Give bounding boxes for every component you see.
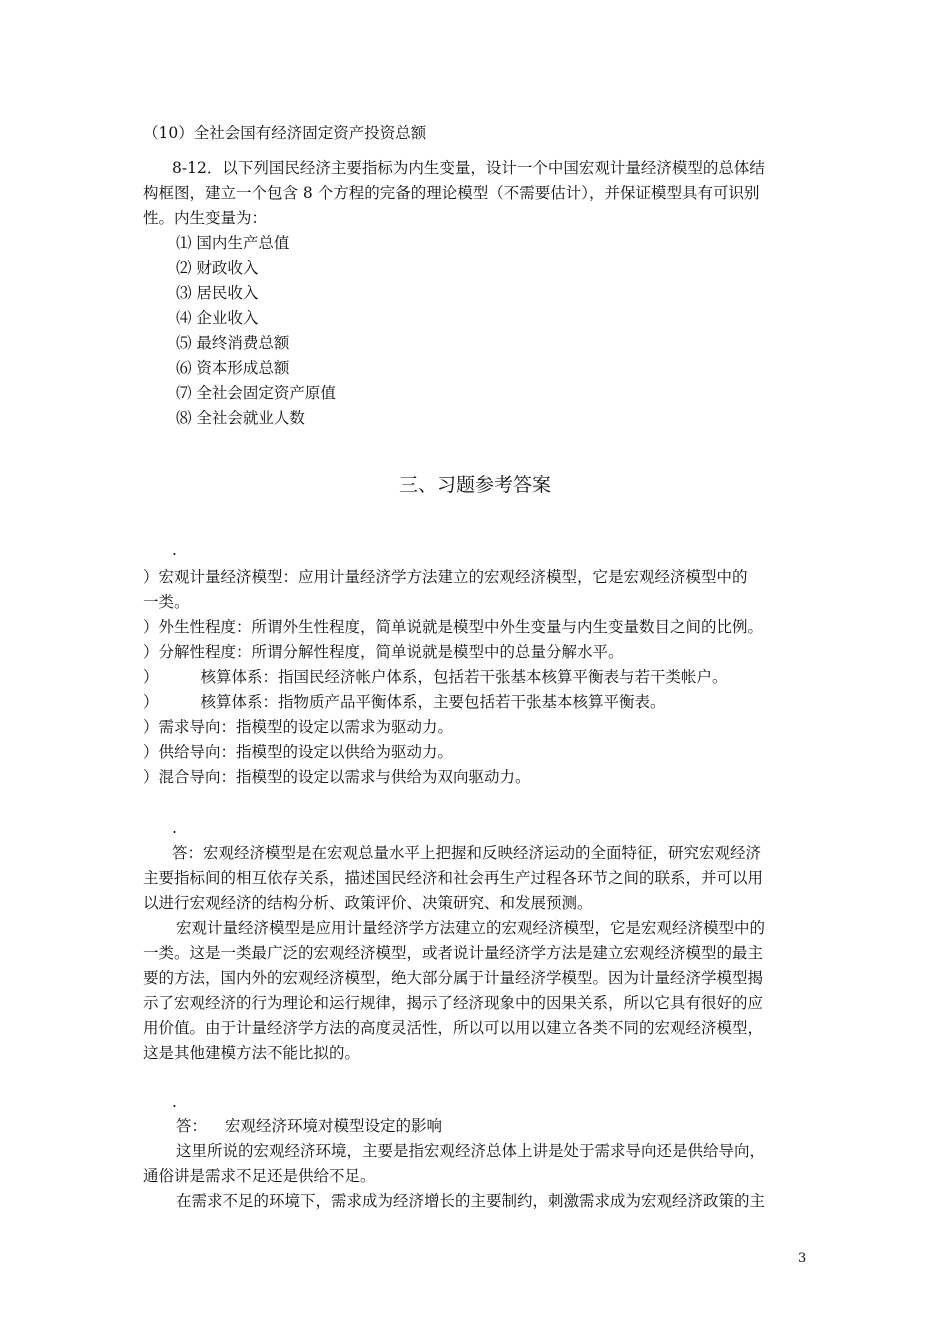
endogenous-item: ⑷ 企业收入 xyxy=(176,309,259,327)
endogenous-item: ⑺ 全社会固定资产原值 xyxy=(176,384,336,402)
question-marker: . xyxy=(172,1093,177,1111)
answer-line: 要的方法，国内外的宏观经济模型，绝大部分属于计量经济学模型。因为计量经济学模型揭 xyxy=(143,969,764,987)
definition-text: 核算体系：指物质产品平衡体系，主要包括若干张基本核算平衡表。 xyxy=(200,693,666,711)
answer-line: 在需求不足的环境下，需求成为经济增长的主要制约，刺激需求成为宏观经济政策的主 xyxy=(176,1192,766,1210)
definition-line: ）分解性程度：所谓分解性程度，简单说就是模型中的总量分解水平。 xyxy=(143,643,624,661)
question-marker: . xyxy=(172,819,177,837)
page-number: 3 xyxy=(798,1251,807,1266)
answer-line: 通俗讲是需求不足还是供给不足。 xyxy=(143,1167,376,1185)
answer-prefix: 答： xyxy=(176,1117,208,1135)
answer-heading-line xyxy=(176,1116,442,1136)
definition-line: ）需求导向：指模型的设定以需求为驱动力。 xyxy=(143,718,454,736)
exercise-8-12-line: 8-12．以下列国民经济主要指标为内生变量，设计一个中国宏观计量经济模型的总体结 xyxy=(172,159,765,177)
answer-line: 示了宏观经济的行为理论和运行规律，揭示了经济现象中的因果关系，所以它具有很好的应 xyxy=(143,994,764,1012)
definition-line: ）外生性程度：所谓外生性程度，简单说就是模型中外生变量与内生变量数目之间的比例。 xyxy=(143,618,764,636)
answer-line: 答：宏观经济模型是在宏观总量水平上把握和反映经济运动的全面特征，研究宏观经济 xyxy=(172,844,762,862)
definition-line: ）宏观计量经济模型：应用计量经济学方法建立的宏观经济模型，它是宏观经济模型中的 xyxy=(143,568,748,586)
endogenous-item: ⑹ 资本形成总额 xyxy=(176,359,290,377)
answer-line: 这是其他建模方法不能比拟的。 xyxy=(143,1044,361,1062)
answer-line: 这里所说的宏观经济环境，主要是指宏观经济总体上讲是处于需求导向还是供给导向， xyxy=(176,1142,766,1160)
answer-line: 以进行宏观经济的结构分析、政策评价、决策研究、和发展预测。 xyxy=(143,894,593,912)
endogenous-item: ⑵ 财政收入 xyxy=(176,259,259,277)
exercise-item-10: （10）全社会国有经济固定资产投资总额 xyxy=(143,124,427,142)
definition-text: 核算体系：指国民经济帐户体系，包括若干张基本核算平衡表与若干类帐户。 xyxy=(200,668,728,686)
answer-heading: 宏观经济环境对模型设定的影响 xyxy=(225,1117,443,1135)
definition-paren: ） xyxy=(143,693,159,711)
definition-line: 一类。 xyxy=(143,593,190,611)
section-title: 三、习题参考答案 xyxy=(398,474,551,496)
endogenous-item: ⑶ 居民收入 xyxy=(176,284,259,302)
endogenous-item: ⑸ 最终消费总额 xyxy=(176,334,290,352)
endogenous-item: ⑻ 全社会就业人数 xyxy=(176,409,305,427)
endogenous-item: ⑴ 国内生产总值 xyxy=(176,234,290,252)
exercise-8-12-line: 构框图，建立一个包含 8 个方程的完备的理论模型（不需要估计），并保证模型具有可识别 xyxy=(143,184,760,202)
definition-paren: ） xyxy=(143,668,159,686)
definition-line: ）混合导向：指模型的设定以需求与供给为双向驱动力。 xyxy=(143,768,531,786)
definition-line xyxy=(143,692,666,712)
answer-line: 宏观计量经济模型是应用计量经济学方法建立的宏观经济模型，它是宏观经济模型中的 xyxy=(176,919,766,937)
answer-line: 一类。这是一类最广泛的宏观经济模型，或者说计量经济学方法是建立宏观经济模型的最主 xyxy=(143,944,764,962)
definition-line xyxy=(143,667,728,687)
exercise-8-12-line: 性。内生变量为： xyxy=(143,209,268,227)
answer-line: 主要指标间的相互依存关系，描述国民经济和社会再生产过程各环节之间的联系，并可以用 xyxy=(143,869,764,887)
answer-line: 用价值。由于计量经济学方法的高度灵活性，所以可以用以建立各类不同的宏观经济模型， xyxy=(143,1019,764,1037)
question-marker: . xyxy=(172,541,177,559)
definition-line: ）供给导向：指模型的设定以供给为驱动力。 xyxy=(143,743,454,761)
